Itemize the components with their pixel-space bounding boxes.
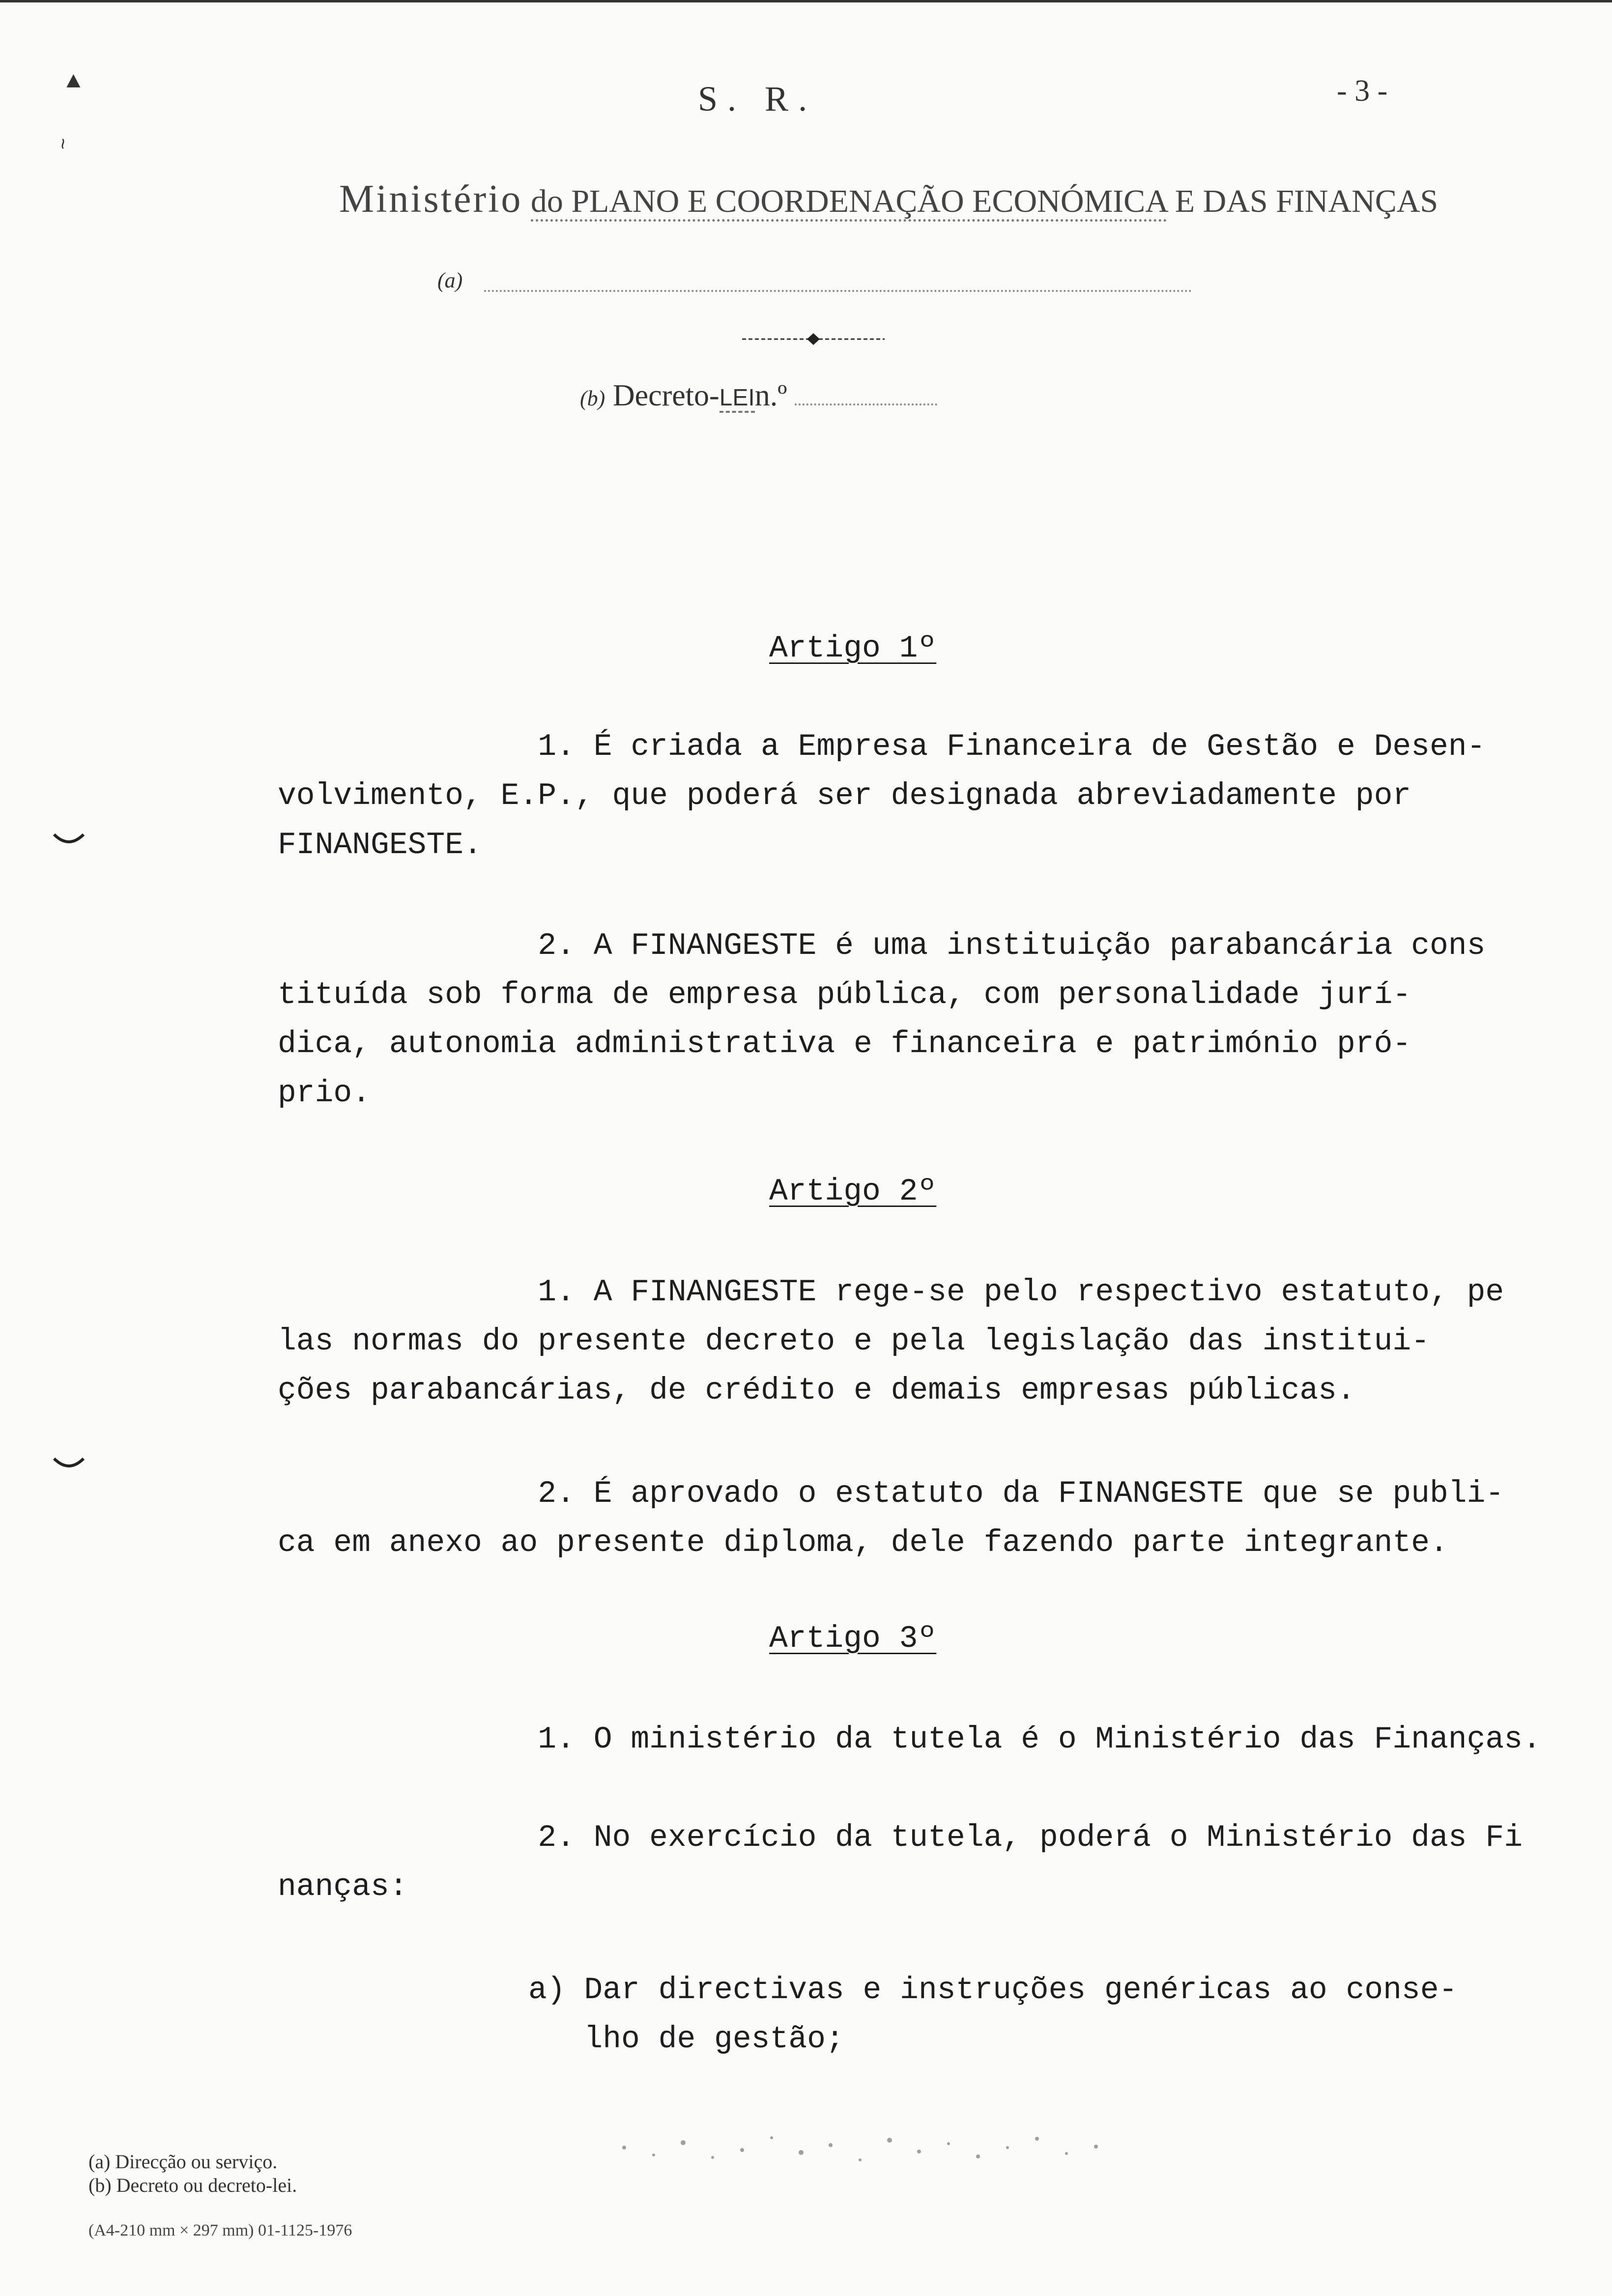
direction-field-label: (a) xyxy=(437,268,463,292)
article-1-heading: Artigo 1º xyxy=(769,631,937,666)
article-3-paragraph-2: 2. No exercício da tutela, poderá o Ministério das Fi nanças: xyxy=(278,1820,1523,1904)
footnote-a: (a) Direcção ou serviço. xyxy=(88,2151,278,2173)
margin-tick-mark: ▲ xyxy=(66,69,81,95)
article-3-heading: Artigo 3º xyxy=(769,1621,937,1656)
scan-speckle-artifact xyxy=(565,2108,1184,2187)
page-top-rule xyxy=(0,0,1612,2)
form-code: (A4-210 mm × 297 mm) 01-1125-1976 xyxy=(88,2221,352,2239)
article-1-paragraph-2: 2. A FINANGESTE é uma instituição parabancária cons tituída sob forma de empresa pública, com personalidade jurí- dica, autonomia administrativa e financeira e património pró- prio. xyxy=(278,928,1486,1111)
article-2-heading: Artigo 2º xyxy=(769,1174,937,1209)
article-2-paragraph-2: 2. É aprovado o estatuto da FINANGESTE que se publi- ca em anexo ao presente diploma, dele fazendo parte integrante. xyxy=(278,1476,1504,1560)
footnote-b: (b) Decreto ou decreto-lei. xyxy=(88,2174,297,2196)
decree-number-label: n.º xyxy=(754,379,787,412)
punch-hole-mark xyxy=(52,831,86,850)
punch-hole-mark xyxy=(52,1455,86,1474)
page-number: - 3 - xyxy=(1337,74,1388,108)
article-3-paragraph-1: 1. O ministério da tutela é o Ministério das Finanças. xyxy=(278,1722,1541,1757)
header-marks: S. R. xyxy=(698,79,817,118)
footnotes xyxy=(88,2150,297,2197)
decree-label: (b) xyxy=(580,386,605,410)
article-1-paragraph-1: 1. É criada a Empresa Financeira de Gestão e Desen- volvimento, E.P., que poderá ser designada abreviadamente por FINANGESTE. xyxy=(278,729,1486,862)
article-3-item-a: a) Dar directivas e instruções genéricas ao conse- lho de gestão; xyxy=(528,1973,1458,2057)
ministry-title xyxy=(339,177,1438,222)
decree-lei: LEI xyxy=(720,385,755,413)
decree-line xyxy=(580,378,937,413)
decree-number-line xyxy=(795,403,937,405)
direction-field-line xyxy=(484,290,1192,292)
divider-ornament xyxy=(742,332,885,346)
ministry-suffix: E DAS FINANÇAS xyxy=(1167,183,1439,219)
ministry-name: do PLANO E COORDENAÇÃO ECONÓMICA xyxy=(531,183,1167,222)
ministry-prefix: Ministério xyxy=(339,177,523,221)
margin-handwritten-mark: ~ xyxy=(54,138,76,150)
decree-text: Decreto- xyxy=(612,379,720,412)
article-2-paragraph-1: 1. A FINANGESTE rege-se pelo respectivo estatuto, pe las normas do presente decreto e pela legislação das institui- ções parabancárias, de crédito e demais empresas públicas. xyxy=(278,1275,1504,1408)
